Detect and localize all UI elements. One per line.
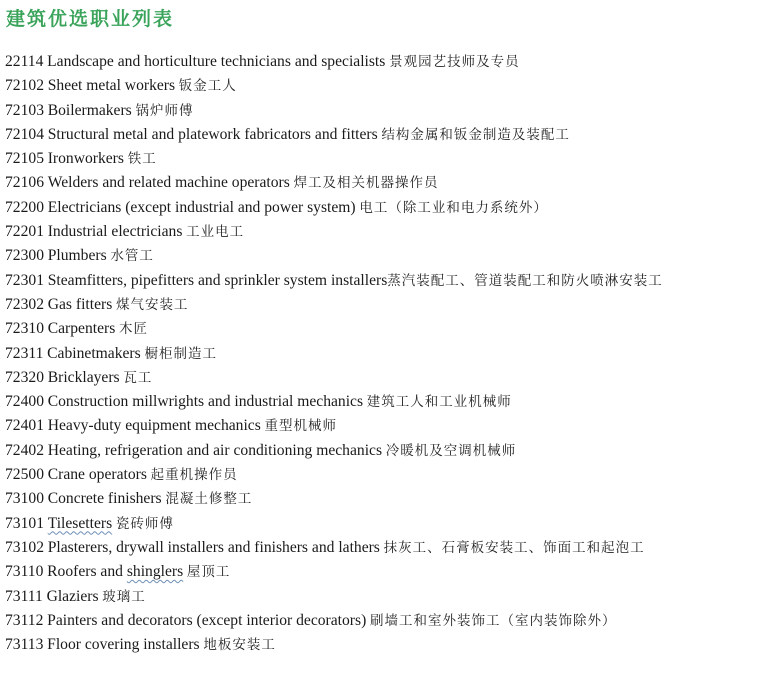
occupation-code: 72401 (5, 417, 44, 435)
occupation-code: 72300 (5, 247, 44, 265)
occupation-english-name: Heating, refrigeration and air conditioning mechanics (47, 441, 383, 459)
occupation-row (5, 585, 663, 609)
occupation-row (5, 390, 663, 414)
occupation-code: 72103 (5, 101, 44, 119)
occupation-row (5, 293, 663, 317)
occupation-chinese-name: 蒸汽装配工、管道装配工和防火喷淋安装工 (387, 272, 663, 289)
occupation-row (5, 99, 663, 123)
occupation-row (5, 196, 663, 220)
occupation-english-name: Industrial electricians (47, 223, 183, 241)
occupation-chinese-name: 煤气安装工 (116, 296, 189, 313)
occupation-row (5, 269, 663, 293)
occupation-chinese-name: 重型机械师 (264, 418, 338, 435)
occupation-chinese-name: 橱柜制造工 (144, 345, 217, 362)
occupation-code: 72500 (5, 466, 44, 484)
occupation-english-name: Electricians (except industrial and power system) (47, 198, 356, 216)
occupation-english-name: Plasterers, drywall installers and finishers and lathers (47, 538, 380, 556)
occupation-chinese-name: 铁工 (127, 151, 157, 168)
occupation-row (5, 123, 663, 147)
occupation-english-name: Welders and related machine operators (47, 174, 290, 192)
occupation-chinese-name: 瓦工 (123, 369, 153, 386)
occupation-code: 73111 (5, 587, 43, 605)
occupation-chinese-name: 冷暖机及空调机械师 (385, 442, 517, 459)
spellcheck-underline: shinglers (126, 563, 184, 581)
occupation-code: 73113 (5, 636, 44, 654)
occupation-row (5, 609, 663, 633)
occupation-code: 72311 (5, 344, 44, 362)
occupation-chinese-name: 刷墙工和室外装饰工（室内装饰除外） (370, 612, 617, 629)
occupation-row (5, 536, 663, 560)
occupation-chinese-name: 抹灰工、石膏板安装工、饰面工和起泡工 (383, 539, 645, 556)
occupation-row (5, 317, 663, 341)
occupation-chinese-name: 建筑工人和工业机械师 (366, 394, 512, 411)
occupation-row (5, 244, 663, 268)
occupation-english-name: Carpenters (47, 320, 116, 338)
occupation-chinese-name: 钣金工人 (178, 78, 237, 95)
occupation-english-name: Concrete finishers (47, 490, 162, 508)
occupation-code: 72102 (5, 77, 44, 95)
occupation-english-name: Structural metal and platework fabricators and fitters (47, 125, 378, 143)
occupation-code: 72320 (5, 368, 44, 386)
occupation-code: 72200 (5, 198, 44, 216)
occupation-english-name (48, 515, 112, 532)
occupation-english-name: Heavy-duty equipment mechanics (47, 417, 261, 435)
occupation-row (5, 463, 663, 487)
occupation-english-name: Gas fitters (47, 295, 113, 313)
occupation-english-name: Landscape and horticulture technicians and specialists (47, 53, 386, 70)
occupation-chinese-name: 工业电工 (186, 224, 245, 241)
occupation-chinese-name: 景观园艺技师及专员 (389, 54, 520, 70)
occupation-english-name: Ironworkers (47, 150, 124, 168)
occupation-code: 72402 (5, 441, 44, 459)
occupation-chinese-name: 混凝土修整工 (165, 491, 253, 508)
occupation-list (5, 50, 663, 657)
occupation-english-name: Glaziers (46, 587, 99, 605)
occupation-row (5, 633, 663, 657)
occupation-code: 73112 (5, 611, 44, 629)
occupation-english-name: Sheet metal workers (47, 77, 176, 95)
spellcheck-underline: Tilesetters (47, 514, 113, 532)
occupation-chinese-name: 电工（除工业和电力系统外） (359, 199, 548, 216)
occupation-row (5, 512, 663, 536)
occupation-row (5, 220, 663, 244)
occupation-row (5, 342, 663, 366)
occupation-chinese-name: 地板安装工 (203, 637, 276, 654)
occupation-chinese-name: 起重机操作员 (150, 467, 238, 484)
occupation-english-name: Crane operators (47, 466, 147, 484)
occupation-english-name: Cabinetmakers (47, 344, 141, 362)
occupation-english-name: Plumbers (47, 247, 107, 265)
occupation-row (5, 171, 663, 195)
occupation-row (5, 366, 663, 390)
occupation-english-name: Painters and decorators (except interior decorators) (47, 611, 367, 629)
occupation-row (5, 487, 663, 511)
occupation-english-name: Bricklayers (47, 368, 120, 386)
occupation-row (5, 414, 663, 438)
occupation-code: 72106 (5, 174, 44, 192)
occupation-english-name: Construction millwrights and industrial mechanics (47, 393, 364, 411)
occupation-chinese-name: 瓷砖师傅 (115, 515, 174, 532)
occupation-chinese-name: 屋顶工 (186, 564, 231, 581)
occupation-english-name: Steamfitters, pipefitters and sprinkler system installers (47, 271, 388, 289)
occupation-code: 72301 (5, 271, 44, 289)
occupation-code: 72302 (5, 295, 44, 313)
occupation-code: 72201 (5, 223, 44, 241)
occupation-chinese-name: 结构金属和钣金制造及装配工 (381, 126, 570, 143)
occupation-chinese-name: 锅炉师傅 (135, 102, 194, 119)
occupation-chinese-name: 水管工 (110, 248, 154, 265)
occupation-code: 72104 (5, 125, 44, 143)
occupation-code: 73101 (5, 514, 44, 532)
occupation-code: 72105 (5, 150, 44, 168)
occupation-row (5, 50, 663, 74)
occupation-english-name: Floor covering installers (47, 636, 200, 654)
page-title: 建筑优选职业列表 (6, 8, 175, 30)
occupation-chinese-name: 木匠 (119, 321, 149, 338)
occupation-code: 72310 (5, 320, 44, 338)
occupation-code: 73102 (5, 538, 44, 556)
occupation-row (5, 560, 663, 584)
occupation-row (5, 439, 663, 463)
occupation-english-name: Boilermakers (47, 101, 132, 119)
occupation-row (5, 74, 663, 98)
occupation-code: 73100 (5, 490, 44, 508)
occupation-code: 22114 (5, 53, 44, 70)
occupation-code: 72400 (5, 393, 44, 411)
occupation-english-name: Roofers and shinglers (47, 563, 184, 581)
occupation-chinese-name: 焊工及相关机器操作员 (293, 175, 439, 192)
occupation-row (5, 147, 663, 171)
occupation-chinese-name: 玻璃工 (102, 588, 146, 605)
occupation-code: 73110 (5, 563, 44, 581)
